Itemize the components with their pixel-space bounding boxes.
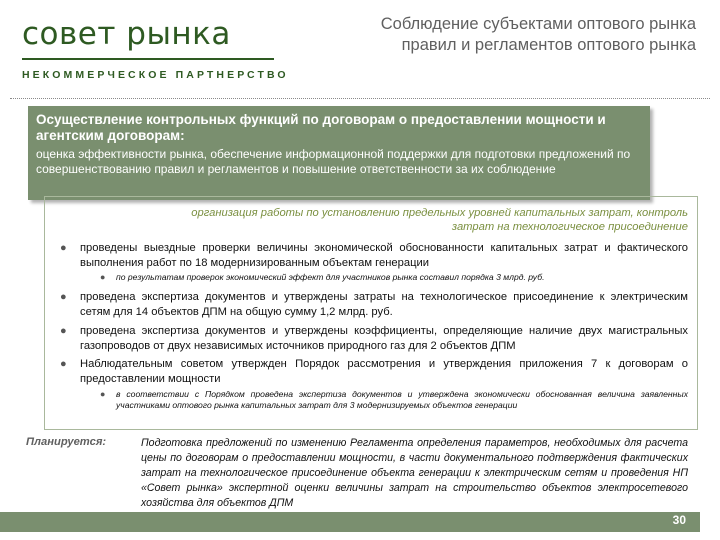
content-subtitle: организация работы по установлению предельных уровней капитальных затрат, контроль затрат на технологическое присоединение <box>191 207 688 233</box>
footer-bar <box>0 512 700 532</box>
bullet-icon: ● <box>100 272 106 282</box>
list-item <box>60 324 688 354</box>
logo-divider <box>22 58 274 60</box>
bullet-text: проведена экспертиза документов и утверждены коэффициенты, определяющие наличие двух магистральных газопроводов от двух независимых источников природного газ для 2 объектов ДПМ <box>80 325 688 352</box>
slide-title: Соблюдение субъектами оптового рынка правил и регламентов оптового рынка <box>380 15 696 54</box>
list-item <box>60 357 688 387</box>
sub-bullet-text: по результатам проверок экономический эффект для участников рынка составил порядка 3 млрд. руб. <box>116 272 545 282</box>
list-item <box>60 241 688 271</box>
logo-subtitle: НЕКОММЕРЧЕСКОЕ ПАРТНЕРСТВО <box>22 69 289 81</box>
bullet-text: проведена экспертиза документов и утверждены затраты на технологическое присоединение к электрическим сетям для 14 объектов ДПМ на общую сумму 1,2 млрд. руб. <box>80 291 688 318</box>
header-description: оценка эффективности рынка, обеспечение информационной поддержки для подготовки предложений по совершенствованию правил и регламентов и повышение ответственности за их соблюдение <box>36 147 631 176</box>
planned-label: Планируется: <box>26 436 107 448</box>
bullet-icon: ● <box>60 291 67 303</box>
header-divider <box>10 98 710 99</box>
header-heading: Осуществление контрольных функций по договорам о предоставлении мощности и агентским договорам: <box>36 112 606 143</box>
header-box <box>28 106 650 200</box>
bullet-icon: ● <box>60 358 67 370</box>
bullet-icon: ● <box>60 242 67 254</box>
sub-bullet-text: в соответствии с Порядком проведена экспертиза документов и утверждена экономически обоснованная величина заявленных участниками оптового рынка капитальных затрат для 3 модернизируемых объектов генерации <box>116 389 688 410</box>
sub-list-item <box>100 389 688 411</box>
bullet-text: Наблюдательным советом утвержден Порядок рассмотрения и утверждения приложения 7 к договорам о предоставлении мощности <box>80 358 688 385</box>
page-number: 30 <box>672 513 686 527</box>
planned-text: Подготовка предложений по изменению Регламента определения параметров, необходимых для расчета цены по договорам о предоставлении мощности, в части документального подтверждения фактических затрат на технологическое присоединение объекта генерации к электрическим сетям и проведения НП «Совет рынка» экспертной оценки величины затрат на строительство объектов электросетевого хозяйства для объектов ДПМ <box>141 437 688 509</box>
list-item <box>60 290 688 320</box>
sub-list-item <box>100 272 688 283</box>
bullet-text: проведены выездные проверки величины экономической обоснованности капитальных затрат и фактического выполнения работ по 18 модернизированным объектам генерации <box>80 242 688 269</box>
logo-title: совет рынка <box>22 16 231 52</box>
bullet-icon: ● <box>100 389 106 399</box>
bullet-icon: ● <box>60 325 67 337</box>
